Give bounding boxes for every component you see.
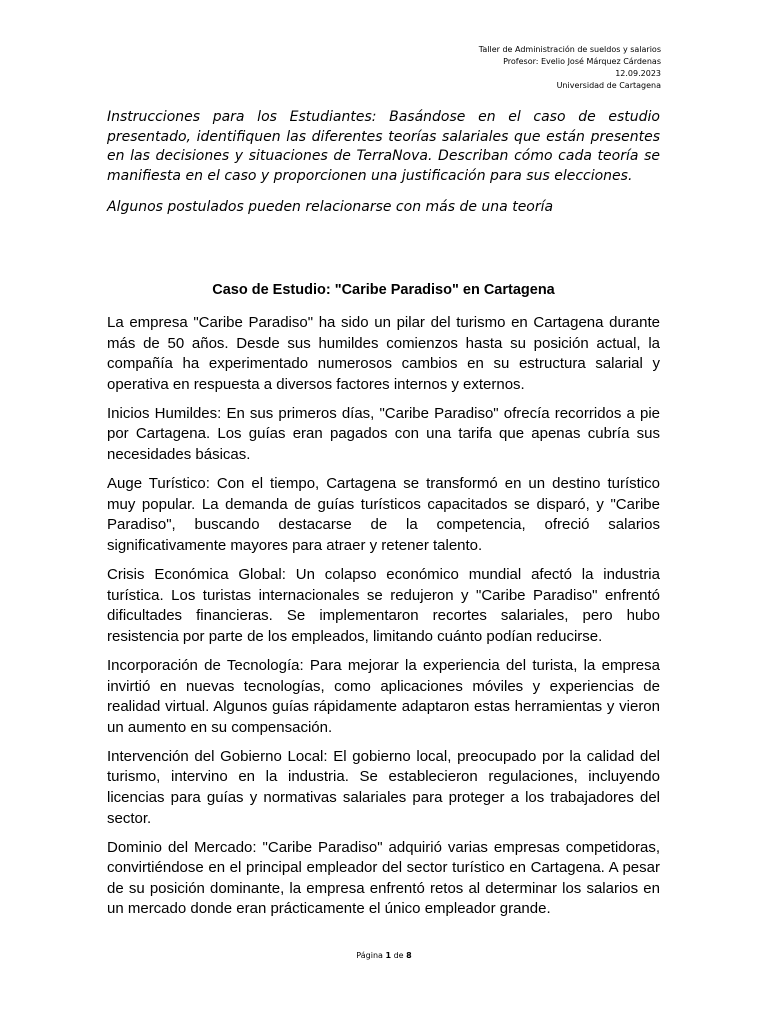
body-paragraph-intro: La empresa "Caribe Paradiso" ha sido un pilar del turismo en Cartagena durante más de 50 años. Desde sus humildes comienzos hasta su posición actual, la compañía ha experimentado numerosos cambios en su estructura salarial y operativa en respuesta a diversos factores internos y externos. bbox=[107, 314, 660, 393]
body-paragraph-dominio-mercado: Dominio del Mercado: "Caribe Paradiso" adquirió varias empresas competidoras, convirtiéndose en el principal empleador del sector turístico en Cartagena. A pesar de su posición dominante, la empresa enfrentó retos al determinar los salarios en un mercado donde eran prácticamente el único empleador grande. bbox=[107, 838, 660, 918]
body-paragraph-crisis-economica: Crisis Económica Global: Un colapso económico mundial afectó la industria turística. Los turistas internacionales se redujeron y "Caribe Paradiso" enfrentó dificultades financieras. Se implementaron recortes salariales, pero hubo resistencia por parte de los empleados, limitando cuánto podían reducirse. bbox=[107, 566, 660, 645]
footer-total-pages: 8 bbox=[406, 951, 412, 960]
page-header bbox=[479, 44, 661, 92]
case-study-body bbox=[107, 313, 660, 929]
footer-current-page: 1 bbox=[385, 951, 392, 960]
instructions-note: Algunos postulados pueden relacionarse con más de una teoría bbox=[107, 199, 554, 216]
case-study-title: Caso de Estudio: "Caribe Paradiso" en Cartagena bbox=[212, 282, 555, 298]
header-date-line: 12.09.2023 bbox=[615, 69, 661, 78]
body-paragraph-inicios-humildes: Inicios Humildes: En sus primeros días, "Caribe Paradiso" ofrecía recorridos a pie por Cartagena. Los guías eran pagados con una tarifa que apenas cubría sus necesidades básicas. bbox=[107, 404, 660, 464]
body-paragraph-tecnologia: Incorporación de Tecnología: Para mejorar la experiencia del turista, la empresa invirtió en nuevas tecnologías, como aplicaciones móviles y experiencias de realidad virtual. Algunos guías rápidamente adaptaron estas herramientas y vieron un aumento en su compensación. bbox=[107, 656, 660, 736]
header-professor-line: Profesor: Evelio José Márquez Cárdenas bbox=[503, 57, 661, 66]
footer-page-word: Página bbox=[356, 951, 383, 960]
body-paragraph-auge-turistico: Auge Turístico: Con el tiempo, Cartagena se transformó en un destino turístico muy popular. La demanda de guías turísticos capacitados se disparó, y "Caribe Paradiso", buscando destacarse de la competencia, ofreció salarios significativamente mayores para atraer y retener talento. bbox=[107, 475, 660, 554]
header-course-line: Taller de Administración de sueldos y salarios bbox=[478, 45, 661, 54]
instructions-paragraph: Instrucciones para los Estudiantes: Basándose en el caso de estudio presentado, identifiquen las diferentes teorías salariales que están presentes en las decisiones y situaciones de TerraNova. Describan cómo cada teoría se manifiesta en el caso y proporcionen una justificación para sus elecciones. bbox=[107, 109, 660, 184]
student-instructions bbox=[107, 108, 660, 230]
footer-of-word: de bbox=[393, 951, 404, 960]
page-footer bbox=[0, 950, 768, 962]
header-university-line: Universidad de Cartagena bbox=[556, 81, 661, 90]
body-paragraph-gobierno-local: Intervención del Gobierno Local: El gobierno local, preocupado por la calidad del turismo, intervino en la industria. Se establecieron regulaciones, incluyendo licencias para guías y normativas salariales para proteger a los trabajadores del sector. bbox=[107, 747, 660, 827]
